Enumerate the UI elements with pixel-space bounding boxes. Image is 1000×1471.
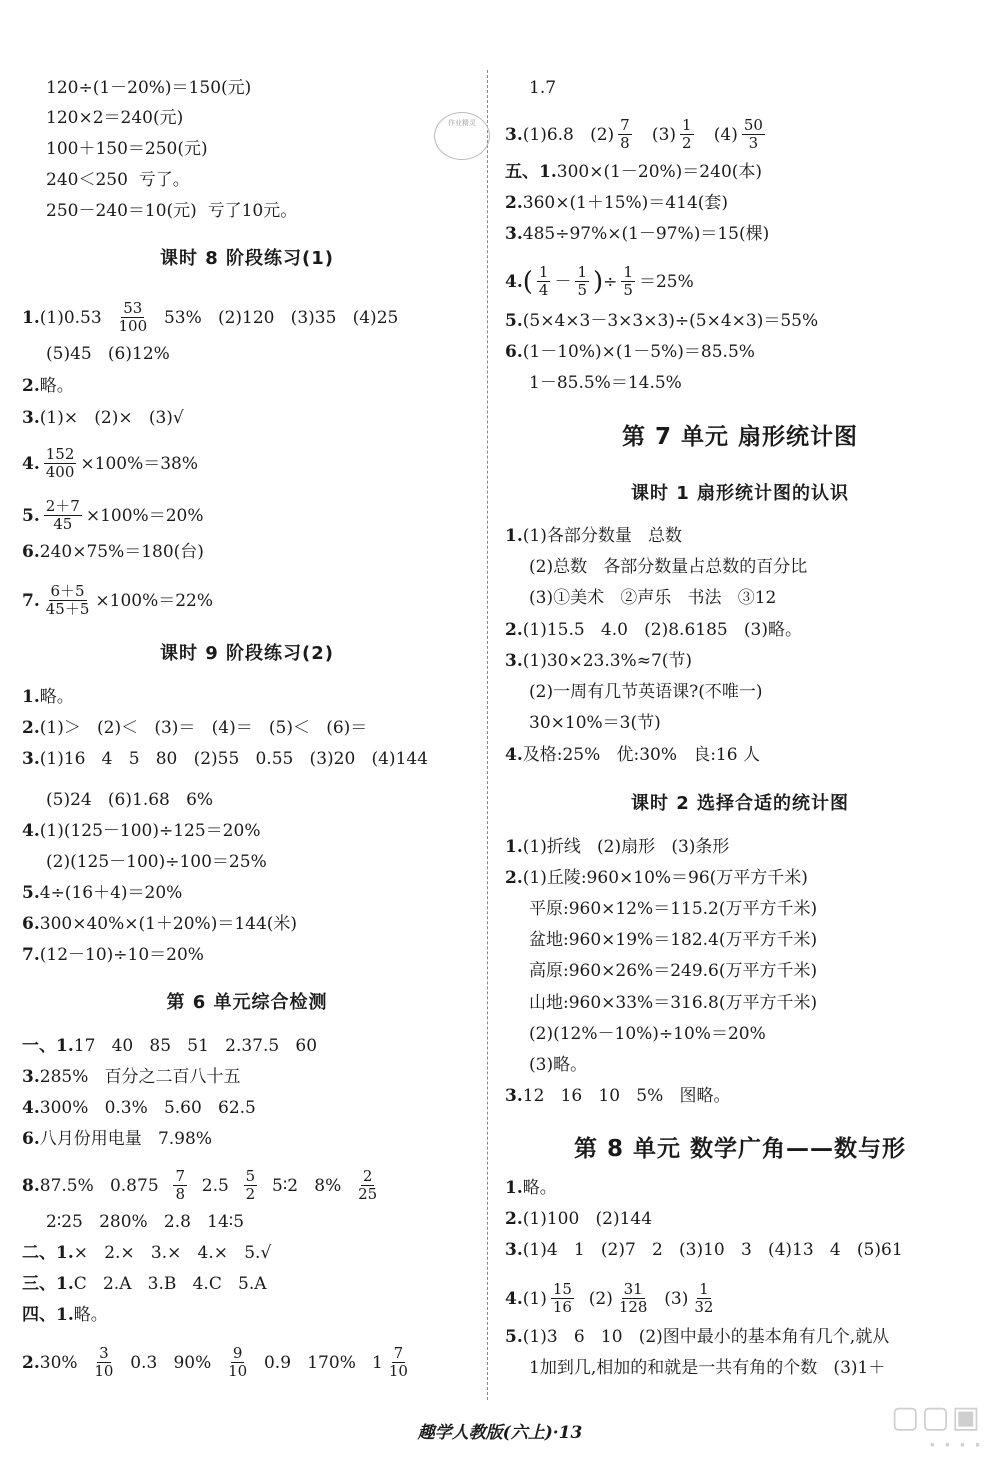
item-number: 4. — [505, 1288, 523, 1309]
answer-line — [22, 1241, 271, 1265]
answer-line — [529, 555, 807, 579]
denominator: 45 — [53, 515, 73, 533]
item-number: 5. — [22, 505, 40, 526]
answer-line — [505, 191, 728, 215]
answer-text: (3)略。 — [529, 1055, 588, 1075]
numerator: 50 — [743, 116, 763, 134]
section-heading: 第 7 单元 扇形统计图 — [621, 424, 859, 450]
answer-text: (1)× (2)× (3)√ — [39, 408, 184, 428]
item-number: 2. — [505, 1209, 523, 1229]
denominator: 25 — [358, 1185, 378, 1203]
answer-line — [46, 76, 251, 100]
answer-text: 240＜250 亏了。 — [46, 170, 190, 190]
answer-line — [529, 371, 682, 395]
item-number: 6. — [22, 914, 40, 934]
answer-line — [22, 881, 182, 905]
item-number: 4. — [505, 745, 523, 765]
answer-line — [46, 106, 183, 130]
numerator: 3 — [99, 1344, 109, 1362]
answer-line — [529, 991, 817, 1015]
item-number: 3. — [505, 1086, 523, 1106]
item-number: 7. — [22, 945, 40, 965]
item-number: 5. — [505, 1327, 523, 1347]
denominator: 5 — [577, 281, 587, 299]
answer-line — [46, 788, 213, 812]
numerator: 2＋7 — [45, 497, 80, 515]
fraction — [621, 264, 635, 299]
answer-line — [46, 168, 190, 192]
answer-line — [505, 117, 769, 152]
answer-text: 平原:960×12%＝115.2(万平方千米) — [529, 899, 818, 919]
answer-text: ×100%＝22% — [95, 590, 214, 611]
answer-text: 120÷(1－20%)＝150(元) — [46, 78, 252, 98]
numerator: 1 — [577, 263, 587, 281]
answer-text: 略。 — [522, 1178, 557, 1198]
fraction — [226, 1345, 249, 1380]
answer-text: 1.7 — [529, 78, 557, 98]
answer-text: (5)45 (6)12% — [46, 344, 170, 364]
answer-text: (2)(12%－10%)÷10%＝20% — [529, 1024, 766, 1044]
answer-line — [22, 747, 428, 771]
item-number: 6. — [505, 342, 523, 362]
answer-text: 0.3 90% — [119, 1352, 223, 1373]
answer-text: (3) — [635, 124, 677, 145]
answer-text: 12 16 10 5% 图略。 — [522, 1086, 731, 1106]
answer-text: － — [554, 271, 572, 292]
denominator: 100 — [118, 317, 148, 335]
answer-text: (5×4×3－3×3×3)÷(5×4×3)＝55% — [522, 311, 819, 331]
answer-text: 2∶25 280% 2.8 14∶5 — [46, 1212, 245, 1232]
denominator: 8 — [175, 1185, 185, 1203]
numerator: 7 — [620, 116, 630, 134]
answer-line — [505, 264, 694, 299]
answer-text: 1－85.5%＝14.5% — [529, 373, 682, 393]
item-number: 2. — [505, 193, 523, 213]
numerator: 6＋5 — [50, 582, 85, 600]
numerator: 152 — [45, 445, 75, 463]
denominator: 2 — [245, 1185, 256, 1203]
answer-line — [22, 912, 297, 936]
answer-text: 2.5 — [191, 1175, 240, 1196]
watermark-logo: ▢▢▣ · · · · — [890, 1400, 982, 1456]
answer-text: 1加到几,相加的和就是一共有角的个数 (3)1＋ — [529, 1358, 886, 1378]
answer-text: 300% 0.3% 5.60 62.5 — [39, 1098, 256, 1118]
denominator: 3 — [748, 134, 759, 152]
answer-text: ×100%＝20% — [85, 505, 204, 526]
answer-text: (1)16 4 5 80 (2)55 0.55 (3)20 (4)144 — [39, 749, 429, 769]
answer-line — [505, 1281, 719, 1316]
fraction — [742, 117, 765, 152]
answer-text: 240×75%＝180(台) — [39, 542, 204, 562]
answer-text: (2)一周有几节英语课?(不唯一) — [529, 682, 763, 702]
answer-text: 略。 — [39, 687, 74, 707]
item-number: 6. — [22, 542, 40, 562]
answer-text: 4÷(16＋4)＝20% — [39, 883, 183, 903]
answer-line — [22, 374, 74, 398]
answer-line — [505, 649, 692, 673]
item-number: 3. — [505, 124, 523, 145]
answer-text: (1)6.8 (2) — [522, 124, 615, 145]
numerator: 9 — [232, 1344, 243, 1362]
answer-line — [46, 342, 170, 366]
answer-line — [505, 743, 760, 767]
item-number: 4. — [22, 821, 40, 841]
denominator: 5 — [623, 281, 633, 299]
answer-line — [46, 137, 208, 161]
answer-text: 87.5% 0.875 — [39, 1175, 170, 1196]
section-heading: 课时 2 选择合适的统计图 — [630, 793, 850, 814]
answer-line — [22, 943, 204, 967]
answer-line — [22, 583, 213, 618]
big-paren: ( — [522, 266, 533, 297]
section-heading: 第 8 单元 数学广角——数与形 — [573, 1136, 907, 1162]
answer-line — [505, 1176, 557, 1200]
denominator: 4 — [538, 281, 549, 299]
fraction — [44, 583, 92, 618]
item-number: 一、1. — [22, 1036, 74, 1056]
item-number: 4. — [505, 271, 523, 292]
item-number: 五、1. — [505, 162, 557, 182]
item-number: 1. — [22, 687, 40, 707]
answer-line — [505, 340, 755, 364]
answer-text: (2)(125－100)÷100＝25% — [46, 852, 267, 872]
fraction — [680, 117, 694, 152]
answer-line — [505, 835, 729, 859]
answer-line — [22, 406, 184, 430]
answer-text: 30×10%＝3(节) — [529, 713, 661, 733]
answer-line — [505, 160, 762, 184]
answer-text: ÷ — [603, 271, 618, 292]
fraction — [173, 1168, 187, 1203]
numerator: 15 — [552, 1280, 572, 1298]
numerator: 5 — [245, 1167, 256, 1185]
answer-text: 285% 百分之二百八十五 — [39, 1067, 241, 1087]
answer-text: 300×(1－20%)＝240(本) — [556, 162, 763, 182]
answer-line — [22, 1272, 267, 1296]
answer-line — [22, 498, 203, 533]
item-number: 3. — [505, 224, 523, 244]
answer-line — [505, 1207, 652, 1231]
answer-text: (1)各部分数量 总数 — [522, 526, 683, 546]
fraction — [692, 1281, 715, 1316]
item-number: 5. — [22, 883, 40, 903]
answer-line — [46, 850, 267, 874]
answer-line — [46, 199, 297, 223]
item-number: 5. — [505, 311, 523, 331]
answer-line — [505, 222, 769, 246]
item-number: 3. — [22, 1067, 40, 1087]
item-number: 1. — [505, 526, 523, 546]
item-number: 2. — [505, 868, 523, 888]
answer-text: ＝25% — [638, 271, 694, 292]
numerator: 7 — [175, 1167, 185, 1185]
answer-text: 360×(1＋15%)＝414(套) — [522, 193, 729, 213]
answer-line — [22, 1096, 256, 1120]
answer-text: 120×2＝240(元) — [46, 108, 184, 128]
answer-text: (1－10%)×(1－5%)＝85.5% — [522, 342, 755, 362]
answer-text: 八月份用电量 7.98% — [39, 1129, 212, 1149]
item-number: 4. — [22, 1098, 40, 1118]
answer-text: (1)丘陵:960×10%＝96(万平方千米) — [522, 868, 808, 888]
answer-text: 17 40 85 51 2.37.5 60 — [73, 1036, 318, 1056]
answer-text: 300×40%×(1＋20%)＝144(米) — [39, 914, 298, 934]
answer-text: (3) — [653, 1288, 689, 1309]
answer-line — [529, 1356, 885, 1380]
answer-line — [529, 959, 817, 983]
answer-line — [505, 1325, 889, 1349]
answer-text: (2) — [577, 1288, 613, 1309]
denominator: 45＋5 — [45, 600, 90, 618]
denominator: 8 — [620, 134, 630, 152]
answer-line — [22, 1065, 241, 1089]
fraction — [618, 117, 632, 152]
item-number: 6. — [22, 1129, 40, 1149]
item-number: 3. — [505, 651, 523, 671]
fraction — [44, 498, 82, 533]
section-heading: 课时 8 阶段练习(1) — [159, 248, 335, 269]
answer-line — [529, 711, 661, 735]
answer-text: (1)30×23.3%≈7(节) — [522, 651, 693, 671]
answer-text: 盆地:960×19%＝182.4(万平方千米) — [529, 930, 818, 950]
fraction — [44, 446, 77, 481]
answer-line — [22, 685, 74, 709]
answer-line — [22, 1303, 108, 1327]
denominator: 10 — [228, 1362, 248, 1380]
answer-line — [22, 1345, 414, 1380]
answer-line — [529, 897, 817, 921]
answer-text: 250－240＝10(元) 亏了10元。 — [46, 201, 298, 221]
answer-line — [505, 309, 818, 333]
fraction — [551, 1281, 574, 1316]
answer-line — [529, 680, 762, 704]
answer-line — [505, 866, 808, 890]
numerator: 1 — [682, 116, 692, 134]
answer-text: (1) — [522, 1288, 547, 1309]
section-heading: 课时 9 阶段练习(2) — [159, 643, 335, 664]
answer-text: (12－10)÷10＝20% — [39, 945, 204, 965]
fraction — [92, 1345, 115, 1380]
item-number: 二、1. — [22, 1243, 74, 1263]
item-number: 1. — [505, 1178, 523, 1198]
answer-text: 高原:960×26%＝249.6(万平方千米) — [529, 961, 818, 981]
item-number: 8. — [22, 1175, 40, 1196]
answer-text: 100＋150＝250(元) — [46, 139, 208, 159]
answer-line — [529, 1053, 587, 1077]
numerator: 31 — [623, 1280, 643, 1298]
answer-text: 0.9 170% 1 — [253, 1352, 383, 1373]
answer-text: (1)100 (2)144 — [522, 1209, 653, 1229]
denominator: 400 — [45, 463, 75, 481]
denominator: 32 — [694, 1298, 714, 1316]
item-number: 2. — [22, 376, 40, 396]
answer-text: (5)24 (6)1.68 6% — [46, 790, 214, 810]
item-number: 三、1. — [22, 1274, 74, 1294]
denominator: 10 — [94, 1362, 114, 1380]
item-number: 3. — [505, 1240, 523, 1260]
numerator: 1 — [623, 263, 633, 281]
answer-text: 30% — [39, 1352, 89, 1373]
answer-text: 山地:960×33%＝316.8(万平方千米) — [529, 993, 818, 1013]
denominator: 10 — [388, 1362, 408, 1380]
section-heading: 第 6 单元综合检测 — [166, 992, 328, 1013]
answer-text: 略。 — [73, 1305, 108, 1325]
item-number: 1. — [22, 307, 40, 328]
item-number: 四、1. — [22, 1305, 74, 1325]
answer-text: 53% (2)120 (3)35 (4)25 — [153, 307, 399, 328]
answer-line — [22, 540, 204, 564]
section-heading: 课时 1 扇形统计图的认识 — [630, 483, 850, 504]
answer-text: (1)15.5 4.0 (2)8.6185 (3)略。 — [522, 620, 802, 640]
denominator: 128 — [618, 1298, 648, 1316]
denominator: 2 — [682, 134, 692, 152]
big-paren: ) — [593, 266, 604, 297]
answer-text: 5∶2 8% — [261, 1175, 353, 1196]
fraction — [387, 1345, 410, 1380]
answer-text: (4) — [697, 124, 738, 145]
answer-line — [22, 300, 398, 335]
numerator: 1 — [699, 1280, 709, 1298]
fraction — [117, 300, 150, 335]
answer-line — [22, 1034, 317, 1058]
page-footer: 趣学人教版(六上)·13 — [417, 1423, 583, 1443]
item-number: 4. — [22, 453, 40, 474]
fraction — [356, 1168, 379, 1203]
answer-line — [22, 819, 260, 843]
answer-text: 485÷97%×(1－97%)＝15(棵) — [522, 224, 770, 244]
answer-line — [22, 1168, 383, 1203]
denominator: 16 — [552, 1298, 572, 1316]
answer-text: (1)(125－100)÷125＝20% — [39, 821, 261, 841]
item-number: 2. — [505, 620, 523, 640]
answer-line — [529, 1022, 766, 1046]
answer-text: × 2.× 3.× 4.× 5.√ — [73, 1243, 272, 1263]
answer-text: 略。 — [39, 376, 74, 396]
fraction — [575, 264, 589, 299]
item-number: 3. — [22, 408, 40, 428]
answer-text: (3)①美术 ②声乐 书法 ③12 — [529, 588, 777, 608]
answer-line — [529, 76, 556, 100]
item-number: 3. — [22, 749, 40, 769]
answer-text: (1)＞ (2)＜ (3)＝ (4)＝ (5)＜ (6)＝ — [39, 718, 368, 738]
answer-line — [505, 1238, 903, 1262]
fraction — [617, 1281, 650, 1316]
answer-text: (1)4 1 (2)7 2 (3)10 3 (4)13 4 (5)61 — [522, 1240, 903, 1260]
fraction — [244, 1168, 258, 1203]
numerator: 53 — [123, 299, 143, 317]
answer-text: (1)折线 (2)扇形 (3)条形 — [522, 837, 730, 857]
numerator: 2 — [362, 1167, 373, 1185]
answer-text: C 2.A 3.B 4.C 5.A — [73, 1274, 267, 1294]
answer-line — [22, 1127, 212, 1151]
answer-line — [505, 618, 802, 642]
item-number: 2. — [22, 1352, 40, 1373]
column-divider — [487, 70, 488, 1400]
answer-line — [529, 928, 817, 952]
answer-line — [529, 586, 776, 610]
numerator: 7 — [393, 1344, 404, 1362]
answer-text: (1)0.53 — [39, 307, 113, 328]
answer-line — [505, 1084, 730, 1108]
answer-line — [46, 1210, 244, 1234]
answer-text: (2)总数 各部分数量占总数的百分比 — [529, 557, 808, 577]
stamp-logo: 作业精灵 — [434, 112, 490, 160]
fraction — [537, 264, 551, 299]
item-number: 7. — [22, 590, 40, 611]
answer-line — [505, 524, 682, 548]
item-number: 1. — [505, 837, 523, 857]
answer-text: (1)3 6 10 (2)图中最小的基本角有几个,就从 — [522, 1327, 890, 1347]
item-number: 2. — [22, 718, 40, 738]
answer-line — [22, 446, 198, 481]
numerator: 1 — [538, 263, 549, 281]
answer-text: ×100%＝38% — [80, 453, 199, 474]
answer-line — [22, 716, 367, 740]
answer-text: 及格:25% 优:30% 良:16 人 — [522, 745, 760, 765]
